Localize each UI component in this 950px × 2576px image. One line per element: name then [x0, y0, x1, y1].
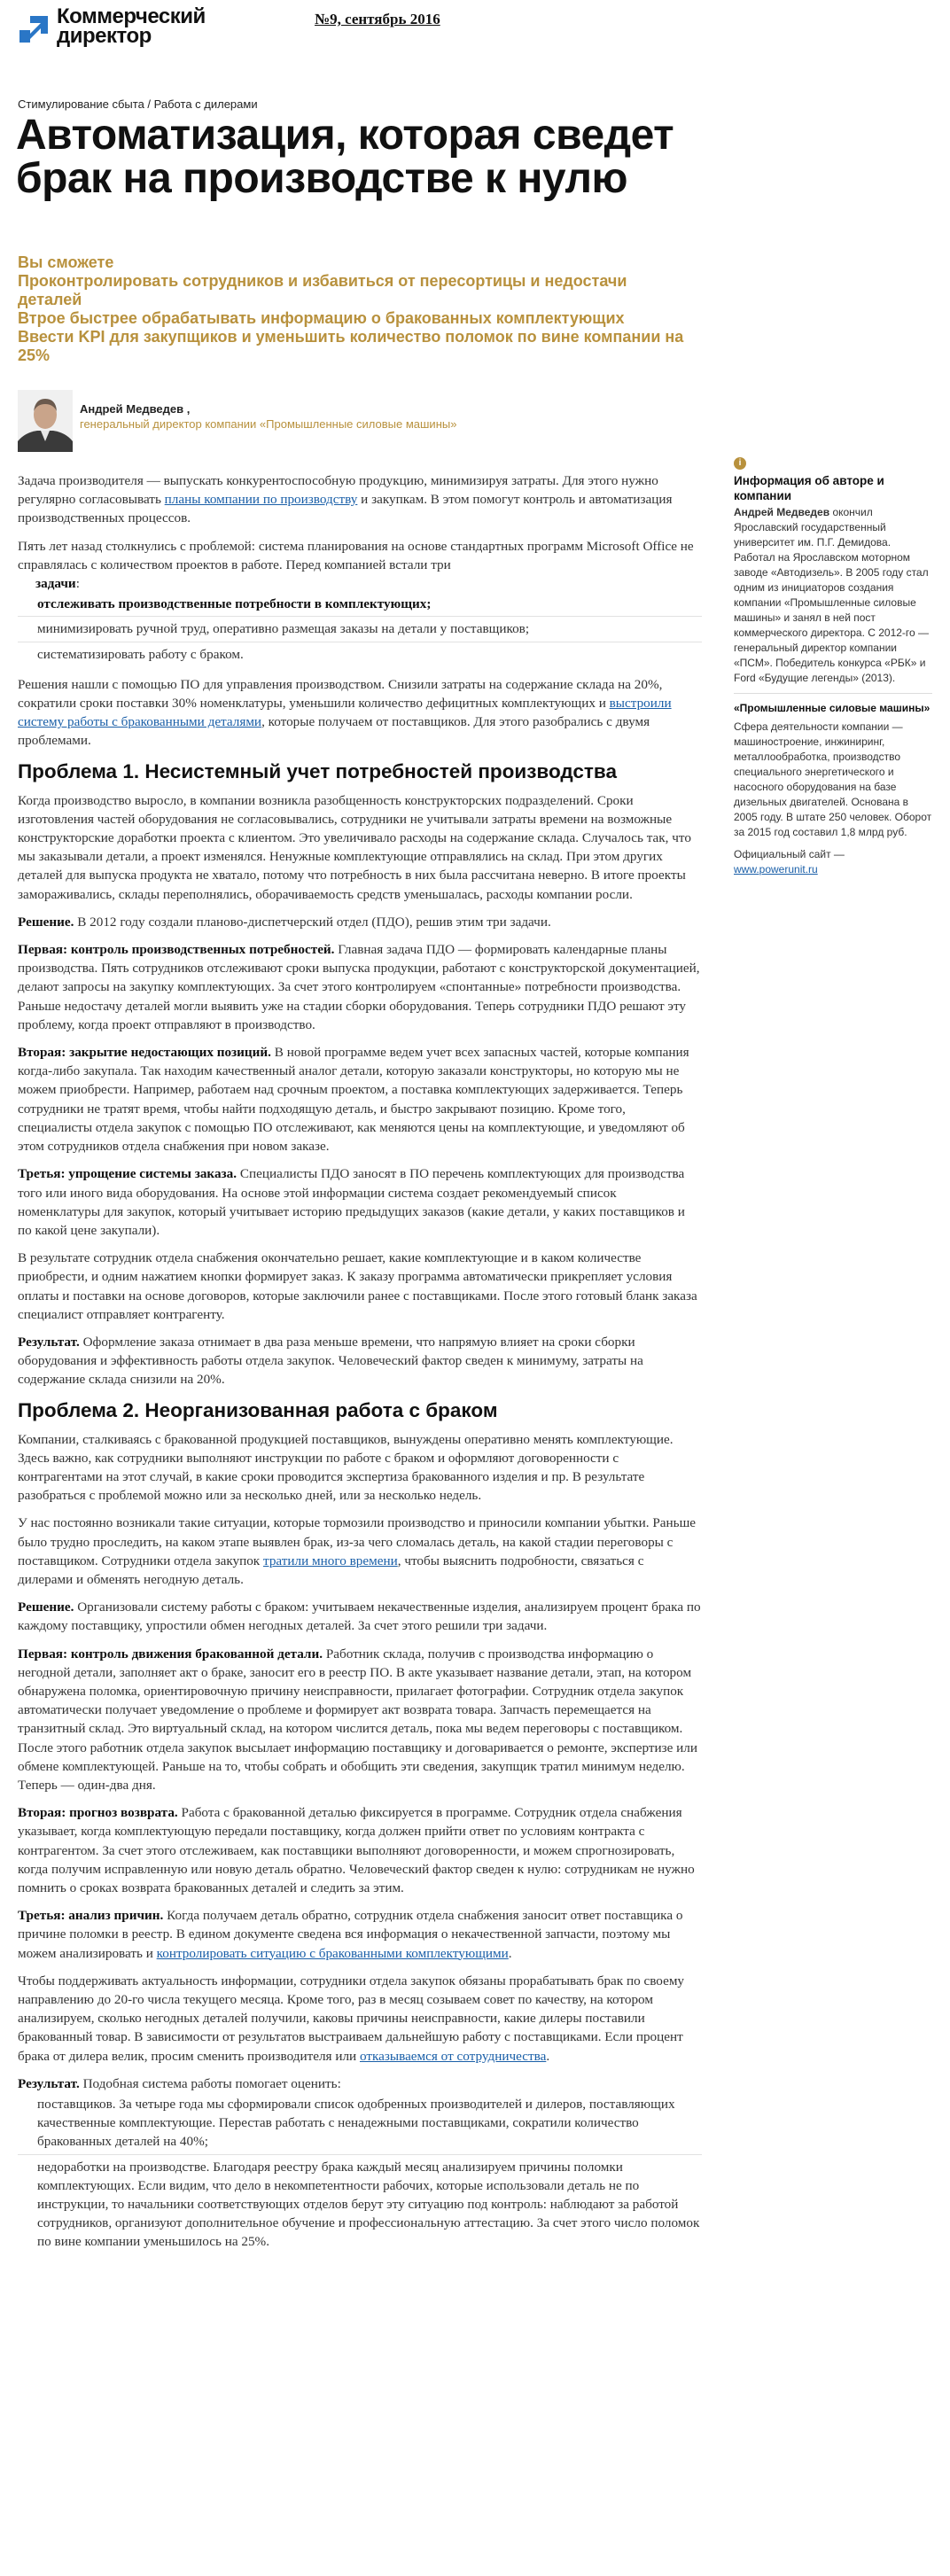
paragraph: Решение. В 2012 году создали планово-диспетчерский отдел (ПДО), решив этим три задачи. [18, 914, 551, 930]
section-heading: Проблема 1. Несистемный учет потребностей производства [18, 759, 617, 782]
paragraph: Результат. Оформление заказа отнимает в два раза меньше времени, что напрямую влияет на сроки сборки оборудования и эффективность работы отдела закупок. Человеческий фактор сведен к минимуму, затраты на содержание склада снизили на 20%. [18, 1334, 643, 1388]
inline-link[interactable]: выстроили систему работы с бракованными деталями [18, 696, 672, 730]
company-name: «Промышленные силовые машины» [734, 702, 931, 714]
page-title: Автоматизация, которая сведет брак на производстве к нулю [16, 112, 674, 202]
paragraph: Чтобы поддерживать актуальность информации, сотрудники отдела закупок обязаны прорабатывать брак по своему направлению до 20-го числа текущего месяца. Кроме того, раз в месяц созываем совет по качеству, на котором анализируем, сколько негодных деталей получили, каковы причины неисправности, какие дилеры поставили бракованный товар. В зависимости от результатов выстраиваем дальнейшую работу с поставщиками. Если процент брака от дилера велик, просим сменить производителя или отказываемся от сотрудничества. [18, 1973, 685, 2064]
company-site: Официальный сайт — www.powerunit.ru [734, 848, 845, 876]
paragraph: Когда производство выросло, в компании возникла разобщенность конструкторских подразделений. Сроки изготовления частей оборудования не согласовывались, сотрудники не учитывали затраты времени на возможные конструкторские доработки проекта с клиентом. Это увеличивало расходы на содержание склада. Случалось так, что мы заказывали детали, а проект изменялся. Ненужные комплектующие отправлялись на склад. При этом других деталей для выпуска продукта не хватало, потому что потребность в них была рассчитана неверно. В итоге проекты замораживались, склады переполнялись, оборачиваемость средств уменьшалась, расходы компании росли. [18, 792, 691, 902]
list-item: минимизировать ручной труд, оперативно размещая заказы на детали у поставщиков; [18, 619, 702, 642]
info-icon: i [734, 457, 746, 470]
company-description: Сфера деятельности компании — машиностроение, инжиниринг, металлообработка, производство специального энергетического и насосного оборудования на базе дизельных двигателей. Основана в 2005 году. В штате 250 человек. Оборот за 2015 год составил 1,8 млрд руб. [734, 720, 932, 838]
paragraph: Результат. Подобная система работы помогает оценить: [18, 2075, 341, 2091]
paragraph: У нас постоянно возникали такие ситуации, которые тормозили производство и приносили компании убытки. Раньше было трудно проследить, на каком этапе выявлен брак, из-за чего сломалась деталь, на какой стадии переговоры с поставщиком. Сотрудники отдела закупок тратили много времени, чтобы выяснить подробности, связаться с дилерами и обменять негодную деталь. [18, 1515, 697, 1587]
inline-link[interactable]: тратили много времени [263, 1553, 398, 1568]
article-body [18, 471, 702, 2263]
lead-line: Вы сможете [18, 253, 114, 271]
list-item: отслеживать производственные потребности в комплектующих; [18, 595, 702, 617]
paragraph: Компании, сталкиваясь с бракованной продукцией поставщиков, вынуждены оперативно менять комплектующие. Здесь важно, как сотрудники выполняют инструкции по работе с браком и оформляют договоренности с контрагентами на этот случай, в какие сроки проводится экспертиза бракованного изделия и пр. В результате разобраться с проблемой можно или за несколько дней, или за несколько недель. [18, 1431, 674, 1504]
author-info-sidebar [734, 457, 932, 884]
inline-link[interactable]: отказываемся от сотрудничества [359, 2048, 547, 2064]
paragraph: Решения нашли с помощью ПО для управления производством. Снизили затраты на содержание склада на 20%, сократили сроки поставки 30% номенклатуры, уменьшили количество дефицитных комплектующих и выстроили систему работы с бракованными деталями, которые получаем от поставщиков. Для этого разобрались с двумя проблемами. [18, 676, 672, 749]
author-photo [18, 390, 73, 452]
article-lead [18, 253, 691, 365]
paragraph: В результате сотрудник отдела снабжения окончательно решает, какие комплектующие и в каком количестве приобрести, и одним нажатием кнопки формирует заказ. К заказу программа автоматически прикрепляет условия оплаты и поставки на основе договоров, которые заключили ранее с поставщиками. После этого готовый бланк заказа специалист отправляет контрагенту. [18, 1250, 697, 1322]
breadcrumb[interactable]: Стимулирование сбыта / Работа с дилерами [18, 97, 258, 111]
inline-link[interactable]: планы компании по производству [164, 492, 358, 508]
company-site-link[interactable]: www.powerunit.ru [734, 863, 818, 876]
author-position[interactable]: генеральный директор компании «Промышленные силовые машины» [80, 417, 457, 431]
author-bio: Андрей Медведев окончил Ярославский государственный университет им. П.Г. Демидова. Работал на Ярославском моторном заводе «Автодизель». В 2005 году стал одним из инициаторов создания компании «Промышленные силовые машины» и занял в ней пост коммерческого директора. С 2012-го — генеральный директор компании «ПСМ». Победитель конкурса «РБК» и Ford «Будущие легенды» (2013). [734, 506, 930, 684]
list-item: систематизировать работу с браком. [37, 646, 244, 662]
paragraph: Вторая: прогноз возврата. Работа с бракованной деталью фиксируется в программе. Сотрудник отдела снабжения указывает, когда комплектующую передали поставщику, когда должен прийти ответ по условиям контракта с контрагентом. За счет этого отслеживаем, как поставщики выполняют договоренности, и можем спрогнозировать, когда получим исправленную или новую деталь обратно. Человеческий фактор сведен к нулю: сотрудникам не нужно помнить о сроках возврата бракованных деталей и следить за этим. [18, 1805, 695, 1895]
paragraph: Третья: упрощение системы заказа. Специалисты ПДО заносят в ПО перечень комплектующих для производства того или иного вида оборудования. На основе этой информации система создает рекомендуемый список номенклатуры для закупок, который учитывает историю предыдущих заказов (какие детали, у каких поставщиков и по какой цене закупали). [18, 1166, 685, 1238]
list-item: поставщиков. За четыре года мы сформировали список одобренных производителей и дилеров, поставляющих качественные комплектующие. Перестав работать с ненадежными поставщиками, сократили количество бракованных деталей на 40%; [18, 2095, 702, 2155]
paragraph: Пять лет назад столкнулись с проблемой: система планирования на основе стандартных программ Microsoft Office не справлялась с количеством проектов в работе. Перед компанией встали три задачи: [18, 538, 694, 592]
lead-line: Втрое быстрее обрабатывать информацию о бракованных комплектующих [18, 309, 625, 327]
sidebar-title: Информация об авторе и компании [734, 474, 884, 502]
list-item: недоработки на производстве. Благодаря реестру брака каждый месяц анализируем причины поломки комплектующих. Если видим, что дело в некомпетентности рабочих, которые использовали деталь не по инструкции, то начальники соответствующих отделов берут эту ситуацию под контроль: наблюдают за работой сотрудников, организуют дополнительное обучение и профессиональную аттестацию. За счет этого число поломок по вине компании уменьшилось на 25%. [37, 2159, 700, 2250]
inline-link[interactable]: контролировать ситуацию с бракованными комплектующими [156, 1945, 509, 1961]
result-list [18, 2095, 702, 2254]
section-heading: Проблема 2. Неорганизованная работа с браком [18, 1398, 498, 1421]
author-block [18, 390, 479, 452]
lead-line: Ввести KPI для закупщиков и уменьшить количество поломок по вине компании на 25% [18, 328, 684, 364]
paragraph: Первая: контроль движения бракованной детали. Работник склада, получив с производства информацию о негодной детали, заполняет акт о браке, заносит его в реестр ПО. В акте указывает название детали, этап, на котором обнаружена поломка, ориентировочную причину неисправности, прилагает фотографии. Сотрудник отдела закупок автоматически получает уведомление о проблеме и формирует акт возврата товара. Запчасть перемещается на транзитный склад. Это виртуальный склад, на котором числится деталь, пока мы ведем переговоры с поставщиком. После этого работник отдела закупок высылает информацию поставщику и договаривается о ремонте, экспертизе или обмене комплектующей. Раньше на то, чтобы собрать и обобщить эти сведения, закупщик тратил минимум неделю. Теперь — один-два дня. [18, 1646, 697, 1793]
paragraph: Задача производителя — выпускать конкурентоспособную продукцию, минимизируя затраты. Для этого нужно регулярно согласовывать планы компании по производству и закупкам. В этом помогут контроль и автоматизация производственных процессов. [18, 473, 673, 526]
author-name: Андрей Медведев , [80, 402, 191, 416]
divider [734, 693, 932, 694]
issue-link[interactable]: №9, сентябрь 2016 [315, 11, 440, 27]
logo-text: Коммерческий директор [57, 4, 206, 48]
paragraph: Вторая: закрытие недостающих позиций. В новой программе ведем учет всех запасных частей, которые компания когда-либо закупала. Так находим качественный аналог детали, которую заказали конструкторы, но которую мы не можем приобрести. Например, работаем над срочным проектом, а поставка комплектующих задерживается. Теперь сотрудники не тратят время, чтобы найти подходящую деталь, и быстро закрывают позицию. Кроме того, специалисты отдела закупок с помощью ПО отслеживают, как меняются цены на комплектующие, и уведомляют об этом сотрудников отдела снабжения при новом заказе. [18, 1045, 689, 1155]
site-header [0, 0, 950, 57]
paragraph: Третья: анализ причин. Когда получаем деталь обратно, сотрудник отдела снабжения заносит ответ поставщика о причине поломки в реестр. В едином документе сведена вся информация о некачественной запчасти, поэтому мы можем анализировать и контролировать ситуацию с бракованными комплектующими. [18, 1908, 683, 1961]
logo[interactable] [18, 4, 239, 53]
paragraph: Решение. Организовали систему работы с браком: учитываем некачественные изделия, анализируем процент брака по каждому поставщику, упростили обмен негодных деталей. За счет этого решили три задачи. [18, 1599, 701, 1634]
logo-arrow-icon [18, 12, 51, 46]
paragraph: Первая: контроль производственных потребностей. Главная задача ПДО — формировать календарные планы производства. Пять сотрудников отслеживают сроки выпуска продукции, работают с конструкторской документацией, делают запросы на закупку комплектующих. За счет этого контролируем «спонтанные» потребности производства. Раньше недостачу деталей могли выявить уже на стадии сборки оборудования. Теперь сотрудники ПДО решают эту проблему, когда проект отправляют в производство. [18, 942, 700, 1032]
task-list [18, 595, 702, 666]
lead-line: Проконтролировать сотрудников и избавиться от пересортицы и недостачи деталей [18, 272, 627, 308]
